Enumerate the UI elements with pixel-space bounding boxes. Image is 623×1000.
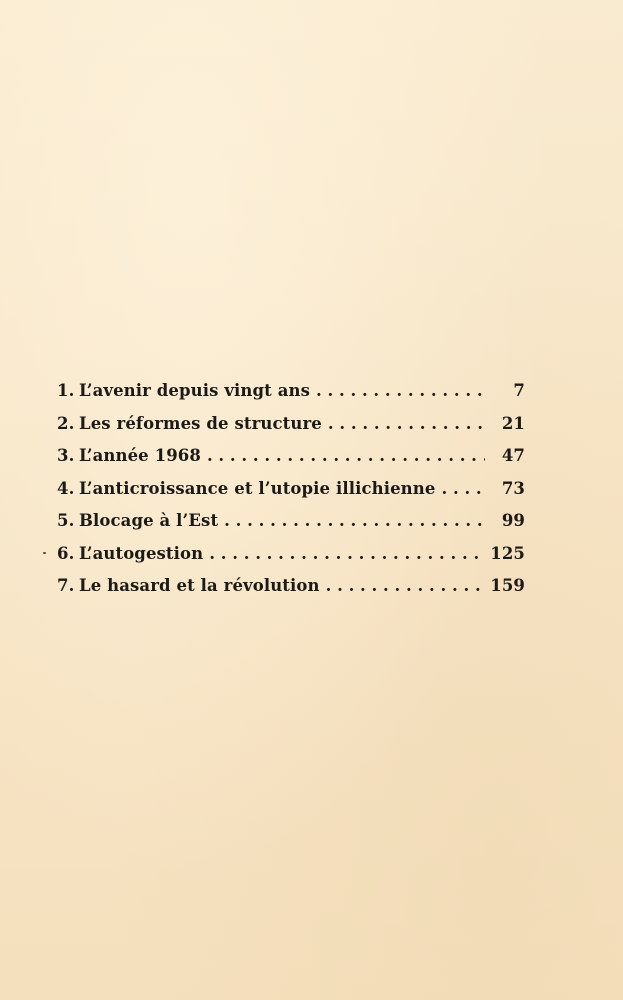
entry-title: L’autogestion <box>79 543 204 563</box>
entry-page-number: 47 <box>501 446 525 465</box>
toc-entry <box>57 414 525 447</box>
dot-leader <box>439 479 485 498</box>
entry-page-number: 7 <box>513 381 525 400</box>
dot-leader <box>324 576 485 595</box>
toc-entry <box>57 511 525 544</box>
toc-entry <box>57 446 525 479</box>
toc-entry <box>57 479 525 512</box>
dot-leader <box>326 414 485 433</box>
entry-page-number: 21 <box>501 413 525 433</box>
entry-title: L’avenir depuis vingt ans <box>79 381 310 400</box>
entry-page-number: 125 <box>490 543 525 563</box>
dot-leader <box>205 446 485 465</box>
entry-title: Le hasard et la révolution <box>79 576 320 595</box>
toc-entry <box>57 576 525 609</box>
dot-leader <box>207 544 485 563</box>
dot-leader <box>314 381 485 400</box>
entry-page-number: 73 <box>501 478 525 498</box>
entry-number: 4. <box>57 478 75 498</box>
entry-number: 7. <box>57 576 75 595</box>
toc-entry <box>57 381 525 414</box>
table-of-contents <box>57 381 525 609</box>
entry-title: Les réformes de structure <box>79 413 322 433</box>
toc-entry <box>57 544 525 577</box>
entry-title: L’anticroissance et l’utopie illichienne <box>79 478 436 498</box>
entry-number: 2. <box>57 413 75 433</box>
entry-title: L’année 1968 <box>79 446 201 465</box>
entry-title: Blocage à l’Est <box>79 511 219 530</box>
entry-page-number: 99 <box>501 511 525 530</box>
entry-number: 6. <box>57 543 75 563</box>
margin-mark <box>43 552 46 554</box>
entry-number: 3. <box>57 446 75 465</box>
entry-page-number: 159 <box>490 576 525 595</box>
entry-number: 5. <box>57 511 75 530</box>
entry-number: 1. <box>57 381 75 400</box>
dot-leader <box>222 511 485 530</box>
